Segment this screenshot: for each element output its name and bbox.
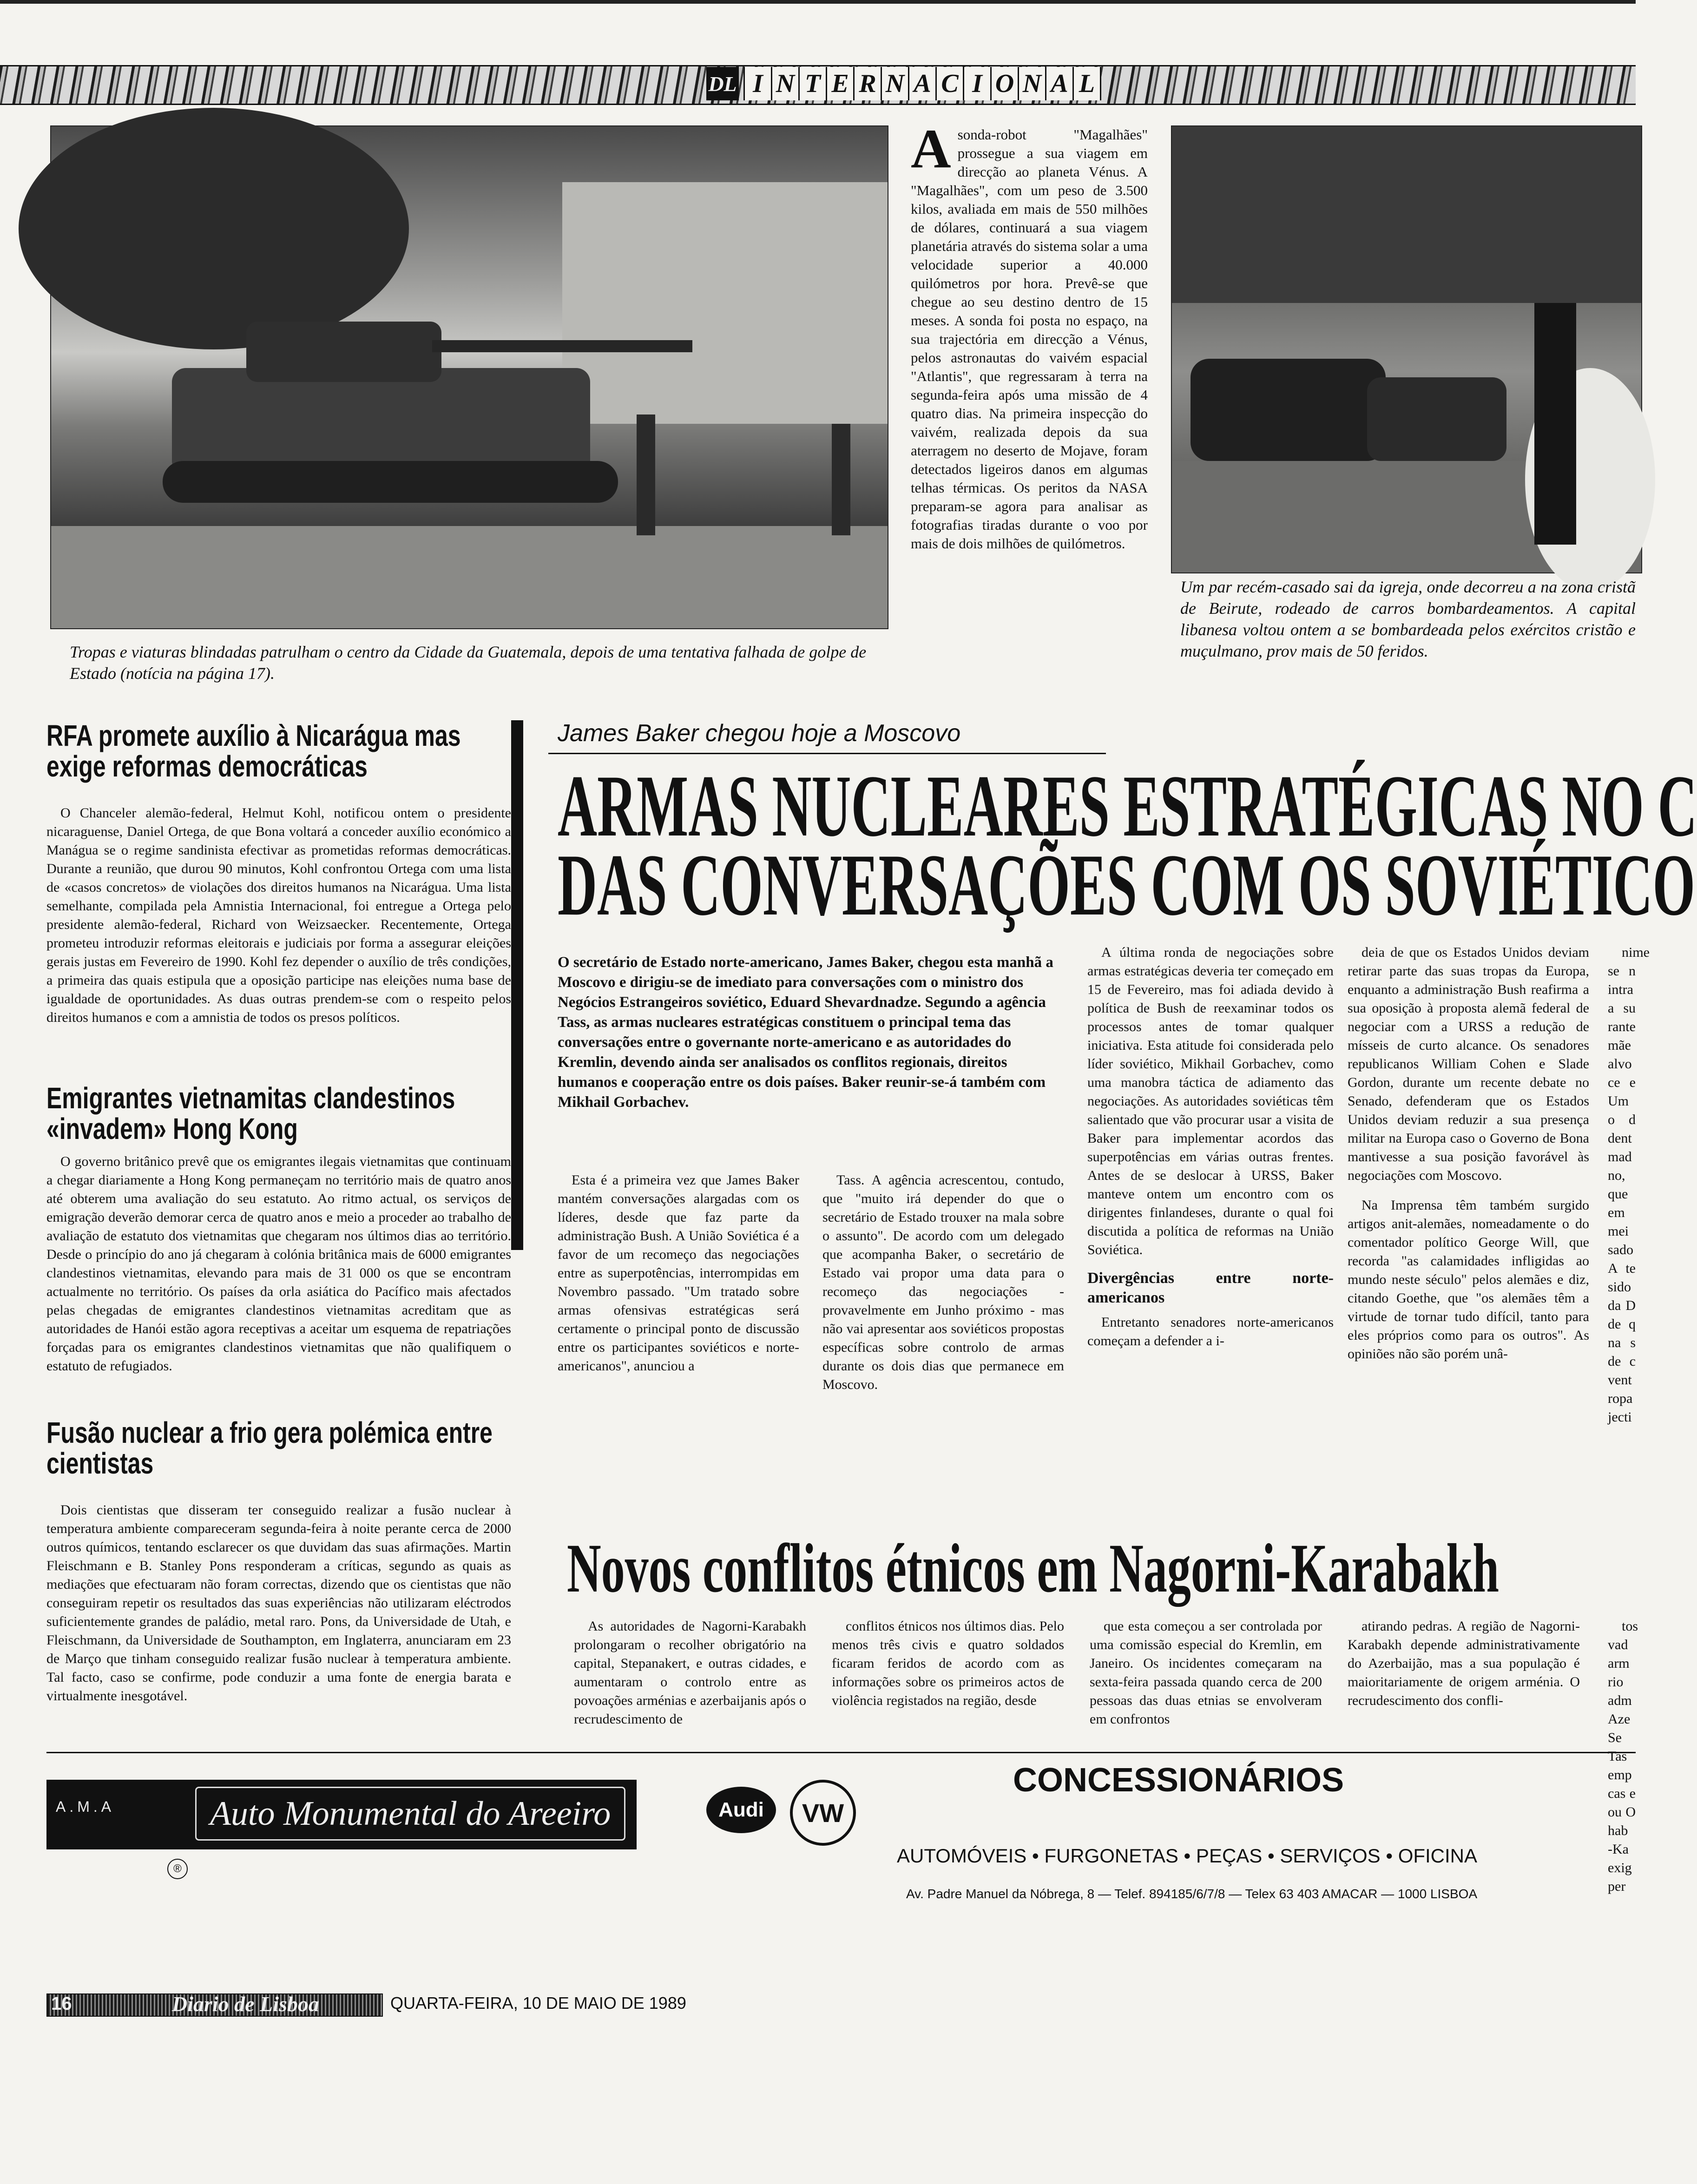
section-letter: N — [771, 67, 798, 100]
main-subhead: Divergências entre norte-americanos — [1087, 1270, 1334, 1306]
column-text: tos vad arm rio adm Aze Se Tas emp cas e ou O hab -Ka exig per — [1608, 1618, 1638, 1894]
issue-date: QUARTA-FEIRA, 10 DE MAIO DE 1989 — [390, 1993, 686, 2013]
tank-turret — [246, 322, 441, 382]
column-text: As autoridades de Nagorni-Karabakh prolongaram o recolher obrigatório na capital, Stepanakert, e outras cidades, e aumentaram o controlo entre as povoações arménias e azerbaijanis após o recrudescimento de — [574, 1618, 806, 1727]
registered-mark: ® — [167, 1859, 188, 1879]
section-letter: I — [963, 67, 990, 100]
ad-services: AUTOMÓVEIS • FURGONETAS • PEÇAS • SERVIÇOS • OFICINA — [897, 1845, 1478, 1867]
building — [562, 182, 888, 424]
karabakh-column — [574, 1617, 806, 1729]
section-letter: I — [743, 67, 771, 100]
tank-scene-illustration — [51, 126, 888, 628]
main-column — [1087, 943, 1334, 1350]
brief-headline-text: Fusão nuclear a frio gera polémica entre cientistas — [46, 1416, 493, 1480]
ama-logo: A.M.A — [56, 1798, 115, 1815]
brief-paragraph: Dois cientistas que disseram ter conseguido realizar a fusão nuclear à temperatura ambiente compareceram segunda-feira à noite perante cerca de 2000 outros químicos, tentando esclarecer os que duvidam das suas afirmações. Martin Fleischmann e B. Stanley Pons responderam a críticas, segundo as quais as mediações que efectuaram não foram correctas, dizendo que os cientistas que não conseguiram repetir os resultados das suas experiências não utilizaram eléctrodos suficientemente grandes de paládio, metal raro. Pons, da Universidade de Utah, e Fleischmann, da Universidade de Southampton, em Inglaterra, anunciaram em 23 de Março que tinham conseguido realizar fusão nuclear à temperatura ambiente. Tal facto, caso se confirme, pode conduzir a uma fonte de energia barata e virtualmente inesgotável. — [46, 1502, 511, 1704]
car — [1191, 359, 1386, 461]
section-title — [743, 67, 1101, 100]
column-text: atirando pedras. A região de Nagorni-Karabakh depende administrativamente do Azerbaijão, mas a sua população é maioritariamente de origem arménia. O recrudescimento dos confli- — [1348, 1618, 1580, 1708]
right-photo-caption: Um par recém-casado sai da igreja, onde decorreu a na zona cristã de Beirute, rodeado de carros bombardeamentos. A capital libanesa voltou ontem a se bombardeada pelos exércitos cristão e muçulmano, prov mais de 50 feridos. — [1180, 578, 1636, 660]
column-text: Esta é a primeira vez que James Baker mantém conversações alargadas com os líderes, desde que faz parte da administração Bush. A União Soviética é a favor de um recomeço das negociações entre as superpotências, interrompidas em Novembro passado. "Um tratado sobre armas ofensivas estratégicas será certamente o principal ponto de discussão entre os participantes soviéticos e norte-americanos", anunciou a — [558, 1172, 799, 1374]
brief-headline — [46, 1417, 502, 1479]
cropped-column — [1608, 943, 1650, 1427]
section-letter: N — [1018, 67, 1045, 100]
column-text: nime se n intra a su rante mãe alvo ce e Um o d dent mad no, que em mei sado A te sido da D de q na s de c vent ropa jecti — [1608, 945, 1650, 1425]
vw-logo-icon: VW — [790, 1780, 856, 1846]
section-letter: A — [908, 67, 935, 100]
groom — [1534, 303, 1576, 545]
beirut-wedding-photo — [1171, 125, 1642, 573]
sonda-text: sonda-robot "Magalhães" prossegue a sua viagem em direcção ao planeta Vénus. A "Magalhães", com um peso de 3.500 kilos, avaliada em mais de 550 milhões de dólares, continuará a sua viagem planetária através do sistema solar a uma velocidade superior a 40.000 quilómetros por hora. Prevê-se que chegue ao seu destino dentro de 15 meses. A sonda foi posta no espaço, na sua trajectória em direcção a Vénus, pelos astronautas do vaivém espacial "Atlantis", que regressaram à terra na segunda-feira após uma missão de 4 quatro dias. Na primeira inspecção do vaivém, realizada depois da sua aterragem no deserto de Mojave, foram detectados ligeiros danos em algumas telhas térmicas. Os peritos da NASA preparam-se agora para analisar as fotografias tiradas durante o voo por mais de dois milhões de quilómetros. — [911, 126, 1148, 552]
column-text: Tass. A agência acrescentou, contudo, que "muito irá depender do que o secretário de Estado trouxer na mala sobre o assunto". De acordo com um delegado que acompanha Baker, o secretário de Estado vai propor uma data para o recomeço das negociações - provavelmente em Junho próximo - mas não vai apresentar aos soviéticos propostas específicas sobre controlo de armas durante os dois dias que permanece em Moscovo. — [822, 1172, 1064, 1392]
section-letter: N — [881, 67, 908, 100]
section-letter: T — [798, 67, 826, 100]
column-text: deia de que os Estados Unidos deviam retirar parte das suas tropas da Europa, enquanto a administração Bush reafirma a sua oposição à proposta alemã federal de negociar com a URSS a redução de mísseis de curto alcance. Os senadores republicanos William Cohen e Slade Gordon, durante um recente debate no Senado, defenderam que os Estados Unidos deviam reduzir a sua presença militar na Europa caso o Governo de Bona mantivesse a sua posição favorável às negociações com Moscovo. — [1348, 945, 1589, 1183]
section-letter: C — [935, 67, 963, 100]
column-text: Na Imprensa têm também surgido artigos anit-alemães, nomeadamente o do comentador político George Will, que recorda "as calamidades infligidas ao mundo neste século" pelos alemães e diz, citando Goethe, que "os alemães têm a virtude de tornar tudo difícil, tanto para eles próprios como para os outros". As opiniões não são porém unâ- — [1348, 1197, 1589, 1362]
dropcap: A — [911, 118, 951, 179]
main-kicker: James Baker chegou hoje a Moscovo — [558, 720, 961, 747]
karabakh-column — [1090, 1617, 1322, 1729]
section-letter: L — [1072, 67, 1101, 100]
brief-headline — [46, 720, 502, 782]
ad-address: Av. Padre Manuel da Nóbrega, 8 — Telef. 894185/6/7/8 — Telex 63 403 AMACAR — 1000 LISBOA — [906, 1887, 1478, 1901]
column-text: que esta começou a ser controlada por uma comissão especial do Kremlin, em Janeiro. Os incidentes começaram na sexta-feira passada quando cerca de 200 pessoas das duas etnias se envolveram em confrontos — [1090, 1618, 1322, 1727]
guatemala-tanks-photo — [50, 125, 888, 629]
tank-hull — [172, 368, 590, 475]
main-column — [1348, 943, 1589, 1363]
ad-title: CONCESSIONÁRIOS — [1013, 1762, 1344, 1799]
section-letter: A — [1045, 67, 1072, 100]
column-text: Entretanto senadores norte-americanos começam a defender a i- — [1087, 1315, 1334, 1349]
section-letter: O — [990, 67, 1018, 100]
main-lead: O secretário de Estado norte-americano, James Baker, chegou esta manhã a Moscovo e dirigiu-se de imediato para conversações com o ministro dos Negócios Estrangeiros soviético, Eduard Shevardnadze. Segundo a agência Tass, as armas nucleares estratégicas constituem o principal tema das conversações entre o governante norte-americano e as autoridades do Kremlin, devendo ainda ser analisados os conflitos regionais, direitos humanos e cooperação entre os dois países. Baker reunir-se-á também com Mikhail Gorbachev. — [558, 954, 1053, 1111]
tank-tracks — [163, 461, 618, 503]
soldier — [637, 414, 655, 535]
karabakh-column — [1348, 1617, 1580, 1710]
column-rule — [511, 720, 523, 1250]
section-letter: E — [826, 67, 853, 100]
brief-paragraph: O governo britânico prevê que os emigrantes ilegais vietnamitas que continuam a chegar diariamente a Hong Kong permaneçam no território mais de quatro anos até obterem uma avaliação do seu estatuto. Ao ritmo actual, os serviços de emigração deverão demorar cerca de quatro anos e meio a proceder ao trabalho de avaliação de estatuto dos vietnamitas que chegaram nos últimos dias ao território. Desde o princípio do ano já chegaram à colónia britânica mais de 6000 emigrantes clandestinos vietnamitas, elevando para mais de 31 000 os que se encontram actualmente no território. Os países da orla asiática do Pacífico mais afectados pelas chegadas de emigrantes clandestinos vietnamitas acreditam que as autoridades de Hanói estão agora receptivas a aceitar um esquema de repatriações forçadas para os emigrantes clandestinos vietnamitas que não qualifiquem o estatuto de refugiados. — [46, 1154, 511, 1374]
main-headline — [558, 757, 1697, 934]
church-arch — [1172, 126, 1641, 303]
sonda-article — [911, 118, 1148, 553]
brief-body — [46, 1501, 511, 1705]
dl-logo: DL — [706, 67, 739, 100]
karabakh-headline — [567, 1530, 1636, 1608]
brief-body — [46, 804, 511, 1027]
brief-headline-text: RFA promete auxílio à Nicarágua mas exige reformas democráticas — [46, 719, 461, 783]
tank-gun — [432, 340, 692, 352]
tree-canopy — [19, 108, 409, 349]
brief-headline-text: Emigrantes vietnamitas clandestinos «invadem» Hong Kong — [46, 1081, 455, 1145]
beirut-scene-illustration — [1172, 126, 1641, 572]
section-letter: R — [853, 67, 881, 100]
car — [1367, 377, 1506, 461]
main-column — [822, 1171, 1064, 1394]
page-number: 16 — [51, 1993, 72, 2014]
karabakh-headline-text: Novos conflitos étnicos em Nagorni-Karabakh — [567, 1530, 1499, 1607]
main-column — [558, 1171, 799, 1375]
main-headline-line: ARMAS NUCLEARES ESTRATÉGICAS NO C — [558, 757, 1697, 855]
column-text: conflitos étnicos nos últimos dias. Pelo menos três civis e quatro soldados ficaram feridos de acordo com as informações sobre os primeiros actos de violência registados na região, desde — [832, 1618, 1064, 1708]
brief-headline — [46, 1083, 502, 1144]
main-headline-line: DAS CONVERSAÇÕES COM OS SOVIÉTICO — [558, 836, 1696, 934]
top-rule — [0, 0, 1636, 4]
paper-name: Diario de Lisboa — [172, 1992, 319, 2016]
audi-logo-icon: Audi — [706, 1787, 776, 1833]
column-text: A última ronda de negociações sobre armas estratégicas deveria ter começado em 15 de Fevereiro, mas foi adiada devido à política de Bush de reexaminar todos os processos antes de tomar qualquer iniciativa. Esta atitude foi considerada pelo líder soviético, Mikhail Gorbachev, como uma manobra táctica de adiamento das negociações. As autoridades soviéticas têm salientado que vão procurar usar a visita de Baker para implementar acordos das superpotências em várias outras frentes. Antes de se deslocar à URSS, Baker manteve ontem um encontro com os dirigentes finlandeses, durante o qual foi discutida a política de reformas na União Soviética. — [1087, 945, 1334, 1257]
soldier — [832, 424, 850, 535]
street — [51, 526, 888, 628]
kicker-rule — [548, 753, 1106, 754]
brief-paragraph: O Chanceler alemão-federal, Helmut Kohl, notificou ontem o presidente nicaraguense, Daniel Ortega, de que Bona voltará a conceder auxílio económico a Manágua se o regime sandinista efectivar as prometidas reformas democráticas. Durante a reunião, que durou 90 minutos, Kohl confrontou Ortega com uma lista de «casos concretos» de violações dos direitos humanos na Nicarágua. Uma lista semelhante, compilada pela Amnistia Internacional, foi entregue a Ortega pelo presidente alemão-federal, Richard von Weizsaecker. Recentemente, Ortega prometeu introduzir reformas eleitorais e judiciais por forma a assegurar eleições gerais justas em Fevereiro de 1990. Kohl fez depender o auxílio de três condições, a primeira das quais estipula que a oposição participe nas eleições numa base de igualdade de oportunidades. As duas outras prendem-se com o respeito pelos direitos humanos e com a amnistia de todos os presos políticos. — [46, 805, 511, 1025]
dealer-script-name: Auto Monumental do Areeiro — [195, 1787, 625, 1841]
brief-body — [46, 1152, 511, 1375]
karabakh-column — [832, 1617, 1064, 1710]
left-photo-caption: Tropas e viaturas blindadas patrulham o centro da Cidade da Guatemala, depois de uma tentativa falhada de golpe de Estado (notícia na página 17). — [70, 643, 867, 683]
